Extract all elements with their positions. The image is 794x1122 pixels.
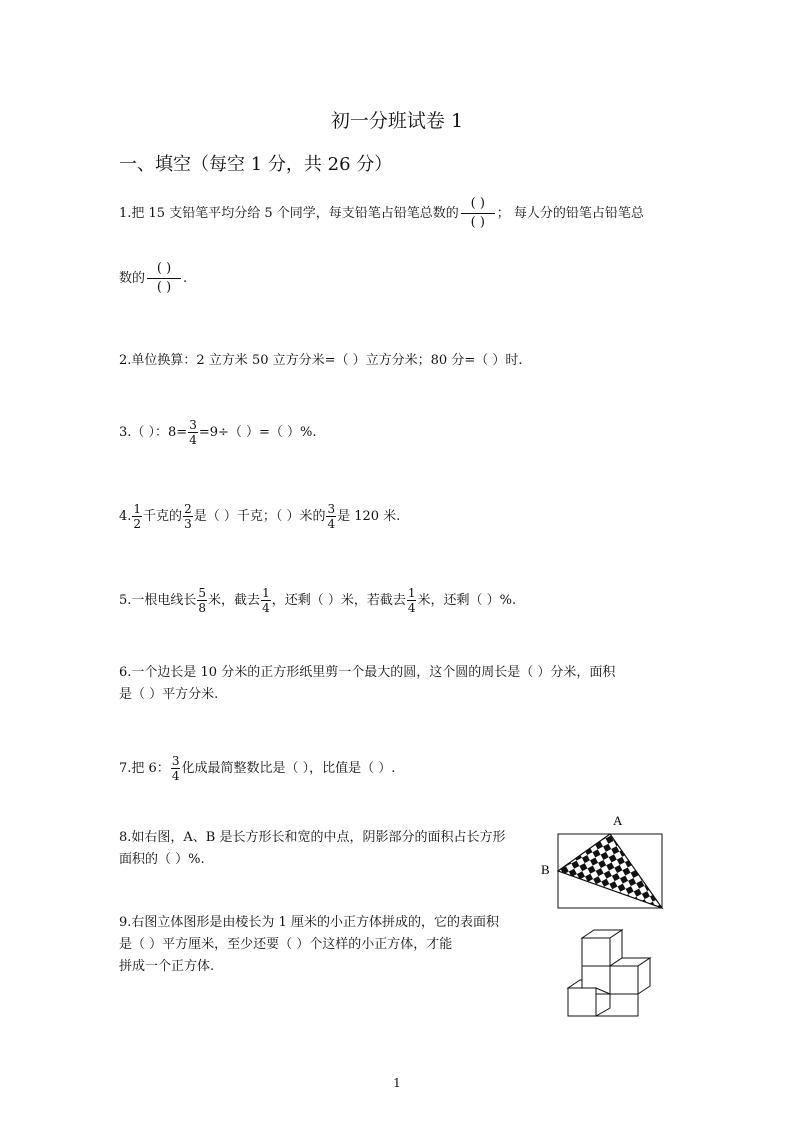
shaded-triangle — [558, 834, 662, 908]
fraction-two-thirds — [183, 502, 193, 531]
fraction-one-quarter — [261, 586, 271, 615]
fraction-denominator: 4 — [327, 517, 336, 531]
question-8-line-1: 8.如右图，A、B 是长方形长和宽的中点，阴影部分的面积占长方形 — [119, 830, 506, 845]
fraction-denominator: 8 — [198, 601, 207, 615]
fraction-three-quarters — [171, 754, 181, 783]
blank-denominator: ( ) — [156, 280, 172, 295]
fraction-numerator: 1 — [262, 586, 270, 600]
fraction-numerator: 5 — [198, 586, 207, 600]
question-5-text-c: ，还剩（ ）米，若截去 — [271, 593, 406, 608]
question-7-text-a: 7.把 6： — [119, 761, 170, 776]
blank-numerator: ( ) — [147, 260, 181, 279]
question-1-line-2 — [119, 260, 187, 297]
fraction-three-quarters — [188, 418, 198, 447]
question-5-text-d: 米，还剩（ ）%. — [417, 593, 517, 608]
section-heading: 一、填空（每空 1 分，共 26 分） — [119, 154, 393, 175]
question-9-line-3: 拼成一个正方体. — [119, 959, 215, 974]
fraction-numerator: 1 — [133, 502, 142, 516]
fraction-numerator: 3 — [327, 502, 336, 516]
question-1-text-c: 数的 — [119, 271, 146, 286]
question-8-line-2: 面积的（ ）%. — [119, 852, 205, 867]
fraction-denominator: 3 — [184, 517, 192, 531]
fraction-denominator: 2 — [133, 517, 142, 531]
stacked-cubes-figure — [560, 928, 670, 1020]
question-4-text-b: 千克的 — [143, 509, 183, 524]
fraction-three-quarters — [326, 502, 336, 531]
question-1-text-b: ； 每人分的铅笔占铅笔总 — [496, 206, 644, 221]
fraction-denominator: 4 — [407, 601, 416, 615]
fraction-denominator: 4 — [262, 601, 270, 615]
fraction-one-quarter — [407, 586, 417, 615]
cube-top — [582, 930, 622, 966]
fraction-numerator: 3 — [171, 754, 180, 768]
question-1-text-d: . — [183, 271, 188, 286]
question-4-text-c: 是（ ）千克；（ ）米的 — [193, 509, 326, 524]
blank-numerator: ( ) — [461, 195, 495, 214]
fraction-numerator: 3 — [189, 418, 197, 432]
question-4 — [119, 502, 400, 531]
question-3-text-b: =9÷（ ）=（ ）%. — [198, 425, 317, 440]
point-a-label: A — [613, 813, 623, 828]
question-9-line-1: 9.右图立体图形是由棱长为 1 厘米的小正方体拼成的，它的表面积 — [119, 915, 499, 930]
question-5-text-a: 5.一根电线长 — [119, 593, 197, 608]
question-1-line-1 — [119, 195, 644, 232]
fraction-denominator: 4 — [171, 769, 180, 783]
question-3-text-a: 3.（ ）：8= — [119, 425, 188, 440]
question-6-line-2: 是（ ）平方分米. — [119, 687, 219, 702]
blank-fraction-2 — [147, 260, 181, 297]
question-7 — [119, 754, 395, 783]
fraction-denominator: 4 — [189, 433, 197, 447]
page-title: 初一分班试卷 1 — [330, 110, 464, 132]
blank-denominator: ( ) — [470, 215, 485, 230]
question-3 — [119, 418, 317, 447]
question-5 — [119, 586, 516, 615]
question-9-line-2: 是（ ）平方厘米，至少还要（ ）个这样的小正方体，才能 — [119, 937, 453, 952]
point-b-label: B — [541, 862, 550, 877]
fraction-five-eighths — [197, 586, 207, 615]
fraction-numerator: 1 — [407, 586, 416, 600]
fraction-one-half — [132, 502, 142, 531]
rectangle-triangle-figure — [535, 808, 675, 914]
question-1-text-a: 1.把 15 支铅笔平均分给 5 个同学，每支铅笔占铅笔总数的 — [119, 206, 459, 221]
page-number: 1 — [393, 1076, 401, 1090]
blank-fraction-1 — [461, 195, 495, 232]
question-6-line-1: 6.一个边长是 10 分米的正方形纸里剪一个最大的圆，这个圆的周长是（ ）分米，面积 — [119, 665, 616, 680]
question-5-text-b: 米，截去 — [208, 593, 261, 608]
question-2: 2.单位换算：2 立方米 50 立方分米=（ ）立方分米；80 分=（ ）时. — [119, 353, 523, 368]
fraction-numerator: 2 — [184, 502, 192, 516]
question-4-text-a: 4. — [119, 509, 132, 524]
cube-right — [610, 958, 650, 994]
question-4-text-d: 是 120 米. — [337, 509, 401, 524]
question-7-text-b: 化成最简整数比是（ ），比值是（ ）. — [181, 761, 396, 776]
